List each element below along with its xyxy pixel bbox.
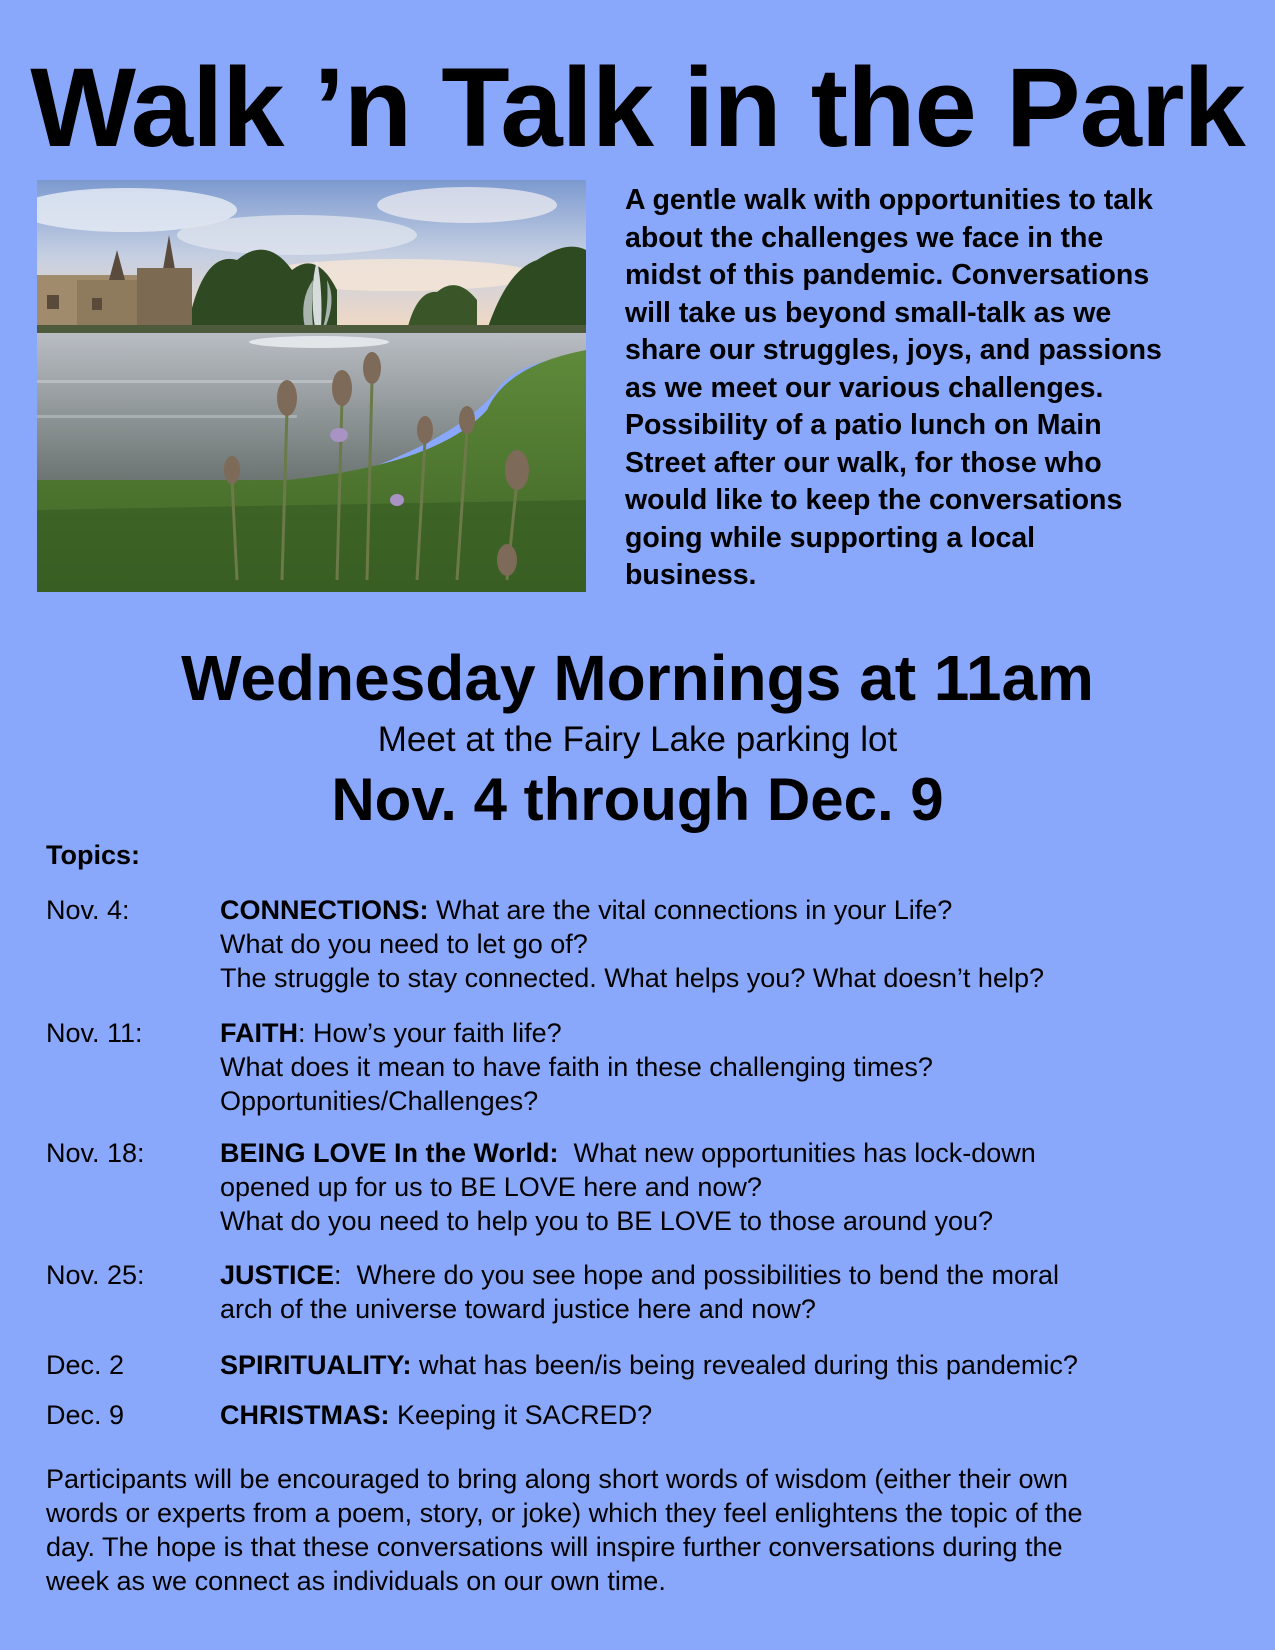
- topic-label: CHRISTMAS:: [220, 1400, 390, 1430]
- closing-line: day. The hope is that these conversations will inspire further conversations during the: [46, 1532, 1063, 1562]
- intro-line: as we meet our various challenges.: [625, 371, 1104, 404]
- intro-line: midst of this pandemic. Conversations: [625, 259, 1150, 291]
- intro-line: going while supporting a local: [625, 521, 1036, 554]
- topic-text: : Where do you see hope and possibilities to bend the moral: [334, 1260, 1059, 1290]
- intro-paragraph: [625, 182, 1225, 595]
- topic-text: What new opportunities has lock-down: [558, 1138, 1036, 1168]
- topic-body: [220, 1348, 1240, 1382]
- schedule-where: Meet at the Fairy Lake parking lot: [377, 720, 898, 759]
- closing-line: week as we connect as individuals on our own time.: [46, 1566, 666, 1596]
- topic-date: Nov. 4:: [46, 895, 130, 925]
- intro-line: business.: [625, 559, 757, 591]
- topic-body: [220, 1136, 1240, 1238]
- intro-line: about the challenges we face in the: [625, 221, 1104, 254]
- topic-body: [220, 1258, 1240, 1326]
- closing-line: Participants will be encouraged to bring along short words of wisdom (either their own: [46, 1464, 1069, 1494]
- topic-date: Nov. 25:: [46, 1260, 145, 1290]
- topic-text: What do you need to help you to BE LOVE to those around you?: [220, 1206, 994, 1236]
- topic-body: [220, 1398, 1240, 1432]
- topic-body: [220, 893, 1240, 995]
- topic-text: What do you need to let go of?: [220, 929, 588, 959]
- intro-line: will take us beyond small-talk as we: [625, 296, 1112, 329]
- lake-photo: [37, 180, 586, 592]
- topic-label: FAITH: [220, 1018, 298, 1048]
- closing-paragraph: [46, 1462, 1246, 1598]
- topic-date: Dec. 2: [46, 1350, 125, 1380]
- topics-heading: Topics:: [46, 840, 140, 870]
- page-title: Walk ’n Talk in the Park: [30, 45, 1245, 170]
- topic-text: what has been/is being revealed during this pandemic?: [411, 1350, 1078, 1380]
- schedule-when: Wednesday Mornings at 11am: [181, 642, 1094, 714]
- intro-line: A gentle walk with opportunities to talk: [625, 184, 1153, 216]
- topic-text: : How’s your faith life?: [298, 1018, 562, 1048]
- topic-text: The struggle to stay connected. What helps you? What doesn’t help?: [220, 963, 1044, 993]
- topic-text: What are the vital connections in your Life?: [428, 895, 953, 925]
- topic-label: SPIRITUALITY:: [220, 1350, 412, 1380]
- topic-date: Nov. 18:: [46, 1138, 145, 1168]
- topic-label: CONNECTIONS:: [220, 895, 429, 925]
- schedule-dates: Nov. 4 through Dec. 9: [331, 766, 944, 833]
- topic-text: opened up for us to BE LOVE here and now?: [220, 1172, 762, 1202]
- topic-body: [220, 1016, 1240, 1118]
- topic-date: Dec. 9: [46, 1400, 125, 1430]
- intro-line: share our struggles, joys, and passions: [625, 334, 1162, 366]
- intro-line: Street after our walk, for those who: [625, 446, 1102, 479]
- intro-line: Possibility of a patio lunch on Main: [625, 409, 1102, 441]
- topic-label: JUSTICE: [220, 1260, 335, 1290]
- topic-label: BEING LOVE In the World:: [220, 1138, 559, 1168]
- intro-line: would like to keep the conversations: [625, 484, 1123, 516]
- closing-line: words or experts from a poem, story, or joke) which they feel enlightens the topic of the: [46, 1498, 1083, 1528]
- topic-text: Keeping it SACRED?: [389, 1400, 653, 1430]
- topic-text: What does it mean to have faith in these challenging times?: [220, 1052, 933, 1082]
- topic-text: Opportunities/Challenges?: [220, 1086, 539, 1116]
- topic-text: arch of the universe toward justice here and now?: [220, 1294, 816, 1324]
- topic-date: Nov. 11:: [46, 1018, 143, 1048]
